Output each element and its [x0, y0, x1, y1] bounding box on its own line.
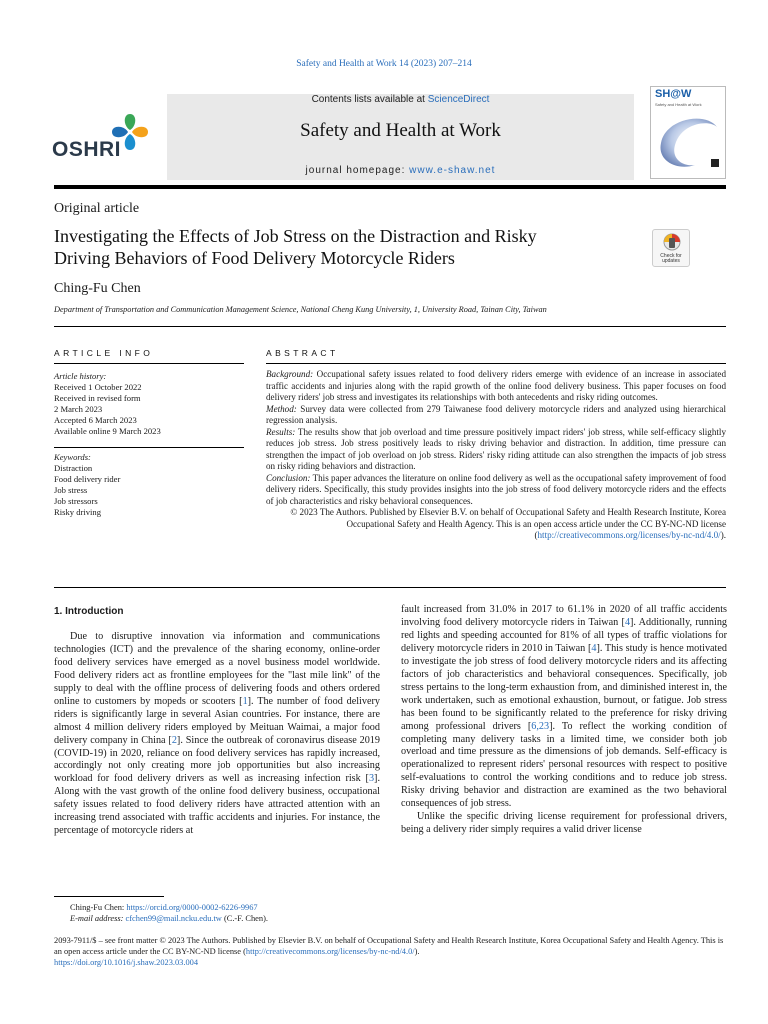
author-affiliation: Department of Transportation and Communication Management Science, National Cheng Kung University, 1, University Road, Tainan City, Taiwan — [54, 305, 547, 314]
abstract-body — [266, 369, 726, 542]
abstract-bottom-rule — [54, 587, 726, 588]
journal-cover-thumbnail[interactable] — [650, 86, 726, 179]
intro-text: fault increased from 31.0% in 2017 to 61.1% in 2020 of all traffic accidents involving food delivery motorcycle riders in Taiwan [ — [401, 604, 727, 628]
crossmark-icon — [663, 233, 681, 253]
abstract-method — [266, 404, 726, 427]
history-label: Article history: — [54, 371, 107, 381]
homepage-link[interactable]: www.e-shaw.net — [409, 165, 496, 176]
license-end: ). — [414, 947, 420, 956]
history-item: 2 March 2023 — [54, 404, 103, 414]
cover-subtitle: Safety and Health at Work — [655, 102, 702, 107]
oshri-wordmark: OSHRI — [52, 138, 122, 161]
intro-text: ]. This study is hence motivated to investigate the job stress of food delivery motorcycle riders and its affecting factors of job characteristics and behavioral consequences. Specifically, job stress pertains to the long-term exhaustion from, and diminished interest in, the work undertaken, such as emotional exhaustion, burnout, or fatigue. Job stress has been found to be significantly related to the preference for risky driving among professional drivers [ — [401, 642, 728, 732]
intro-text: ]. Additionally, running red lights and speeding accounted for 81% of all types of traffic violations for delivery motorcycle riders in 2010 in Taiwan [ — [401, 616, 728, 654]
sciencedirect-link[interactable]: ScienceDirect — [427, 94, 490, 105]
orcid-link[interactable]: https://orcid.org/0000-0002-6226-9967 — [126, 903, 258, 912]
keywords-rule — [54, 447, 244, 448]
keywords-label: Keywords: — [54, 452, 91, 462]
keyword-item: Risky driving — [54, 507, 102, 517]
email-footnote — [70, 913, 268, 924]
intro-text: Due to disruptive innovation via information and communications technologies (ICT) and the prevalence of the sharing economy, online-order food delivery services have emerged as a novel business model worldwide. Food delivery riders act as frontline employees for the "last mile link" of the supply to deal with the offline process of delivering foods and others ordered online to customers by mopeds or scooters [ — [54, 630, 380, 707]
background-label: Background: — [266, 369, 314, 379]
conclusion-text: This paper advances the literature on online food delivery as well as the occupational safety improvement of food delivery riders. Specifically, this study provides insights into the job stress of food delivery motorcycle riders and the effects of job characteristics and risky behavioral consequences. — [266, 472, 726, 506]
method-label: Method: — [266, 403, 297, 414]
article-info-rule — [54, 363, 244, 364]
running-head[interactable]: Safety and Health at Work 14 (2023) 207–214 — [296, 59, 472, 69]
homepage-prefix: journal homepage: — [305, 165, 410, 176]
history-item: Received 1 October 2022 — [54, 382, 142, 392]
intro-text: ]. The number of food delivery riders is significantly large in several Asian countries. For instance, there are almost 4 million delivery riders employed by Meituan Waimai, a major food delivery company in China [ — [54, 695, 380, 746]
license-link[interactable]: http://creativecommons.org/licenses/by-nc-nd/4.0/ — [537, 530, 721, 540]
citation-link[interactable]: 4 — [624, 616, 631, 628]
orcid-prefix: Ching-Fu Chen: — [70, 903, 127, 912]
email-link[interactable]: cfchen99@mail.ncku.edu.tw — [125, 914, 222, 923]
contents-prefix: Contents lists available at — [311, 94, 428, 105]
cover-title: SH@W — [655, 88, 692, 100]
footer-license-link[interactable]: http://creativecommons.org/licenses/by-nc-nd/4.0/ — [245, 947, 415, 956]
keywords-list — [54, 452, 244, 518]
intro-text: ]. Since the outbreak of coronavirus disease 2019 (COVID-19) in 2020, reliance on food delivery services has rapidly increased, accordingly not only creating more job opportunities but also increasing workload for food delivery drivers as well as increasing infection risk [ — [54, 734, 380, 785]
intro-paragraph: Unlike the specific driving license requirement for professional drivers, being a delivery rider simply requires a valid driver license — [401, 811, 727, 836]
intro-paragraph — [54, 631, 380, 838]
cover-swoosh-icon — [655, 109, 723, 171]
body-column-right — [401, 604, 727, 837]
citation-link[interactable]: 1 — [242, 695, 248, 707]
email-label: E-mail address: — [70, 914, 124, 923]
body-column-left — [54, 604, 380, 838]
abstract-heading: ABSTRACT — [266, 348, 339, 358]
copyright-end: ). — [720, 530, 726, 540]
journal-masthead — [167, 94, 634, 180]
citation-link[interactable]: 4 — [591, 642, 597, 654]
footnote-rule — [54, 896, 164, 897]
keyword-item: Job stress — [54, 485, 88, 495]
keyword-item: Job stressors — [54, 496, 98, 506]
abstract-copyright — [266, 507, 726, 542]
title-line-1: Investigating the Effects of Job Stress on the Distraction and Risky — [54, 226, 537, 246]
article-type: Original article — [54, 201, 140, 216]
results-text: The results show that job overload and time pressure positively impact riders' job stress, while self-efficacy slightly reduces job stress. Job stress positively leads to risky driving behavior and distraction. In addition, time pressure can strengthen the impact of job overload on job stress. Riders' risky riding attitude can also strengthen the impacts of job stress on risky riding behaviors and distraction. — [266, 426, 726, 471]
check-for-updates-badge[interactable] — [652, 229, 690, 267]
email-suffix: (C.-F. Chen). — [221, 914, 268, 923]
author-name[interactable]: Ching-Fu Chen — [54, 281, 141, 296]
abstract-background — [266, 369, 726, 404]
article-title — [54, 225, 634, 269]
citation-link[interactable]: 6,23 — [531, 720, 550, 732]
oshri-logo — [52, 112, 156, 162]
intro-text: ]. To reflect the working condition of completing many delivery tasks in a limited time, we consider both job overload and time pressure as the dimensions of job demands. Self-efficacy is operationalized to represent riders' personal resources with respect to positive self-evaluations to control the working conditions and to reduce job stress. Risky driving behavior and distraction are examined as the two behavioral consequences of job stress. — [401, 720, 727, 810]
header-rule — [54, 326, 726, 327]
results-label: Results: — [266, 426, 296, 437]
article-history — [54, 371, 244, 437]
intro-text: ]. Along with the vast growth of the online food delivery business, occupational safety issues related to food delivery riders have attracted attention with an increasing trend associated with traffic accidents and injuries. For instance, the percentage of motorcycle riders at — [54, 773, 380, 837]
doi-link[interactable]: https://doi.org/10.1016/j.shaw.2023.03.004 — [54, 958, 199, 967]
history-item: Available online 9 March 2023 — [54, 426, 161, 436]
orcid-footnote — [70, 902, 258, 913]
article-info-heading: ARTICLE INFO — [54, 348, 154, 358]
license-footer — [54, 935, 726, 968]
abstract-conclusion — [266, 473, 726, 508]
contents-line — [167, 94, 634, 105]
copyright-text: © 2023 The Authors. Published by Elsevier B.V. on behalf of Occupational Safety and Health Research Institute, Korea Occupational Safety and Health Agency. This is an open access article under the CC BY-NC-ND license ( — [290, 507, 726, 540]
masthead-rule — [54, 185, 726, 189]
journal-title: Safety and Health at Work — [300, 120, 501, 141]
introduction-heading: 1. Introduction — [54, 606, 124, 617]
intro-paragraph — [401, 604, 727, 811]
method-text: Survey data were collected from 279 Taiwanese food delivery motorcycle riders and analyzed using hierarchical regression analysis. — [266, 403, 726, 425]
history-item: Received in revised form — [54, 393, 141, 403]
issn-text: 2093-7911/$ – see front matter © 2023 The Authors. Published by Elsevier B.V. on behalf of Occupational Safety and Health Research Institute, Korea Occupational Safety and Health Agency. This is an open access article under the CC BY-NC-ND license ( — [54, 936, 724, 956]
citation-link[interactable]: 3 — [368, 773, 375, 785]
issn-line — [54, 935, 726, 957]
history-item: Accepted 6 March 2023 — [54, 415, 137, 425]
journal-homepage — [167, 165, 634, 176]
abstract-results — [266, 427, 726, 473]
keyword-item: Distraction — [54, 463, 93, 473]
abstract-rule — [266, 363, 726, 364]
citation-link[interactable]: 2 — [171, 734, 177, 746]
crossmark-label: Check for updates — [660, 253, 682, 264]
keyword-item: Food delivery rider — [54, 474, 121, 484]
background-text: Occupational safety issues related to food delivery riders emerge with evidence of an increase in associated traffic accidents and injuries along with the rapid growth of the online food delivery business. This paper focuses on food delivery riders' job stress and investigates its relationships with both antecedents and risky riding outcomes. — [266, 369, 726, 402]
title-line-2: Driving Behaviors of Food Delivery Motorcycle Riders — [54, 248, 455, 268]
conclusion-label: Conclusion: — [266, 472, 311, 483]
